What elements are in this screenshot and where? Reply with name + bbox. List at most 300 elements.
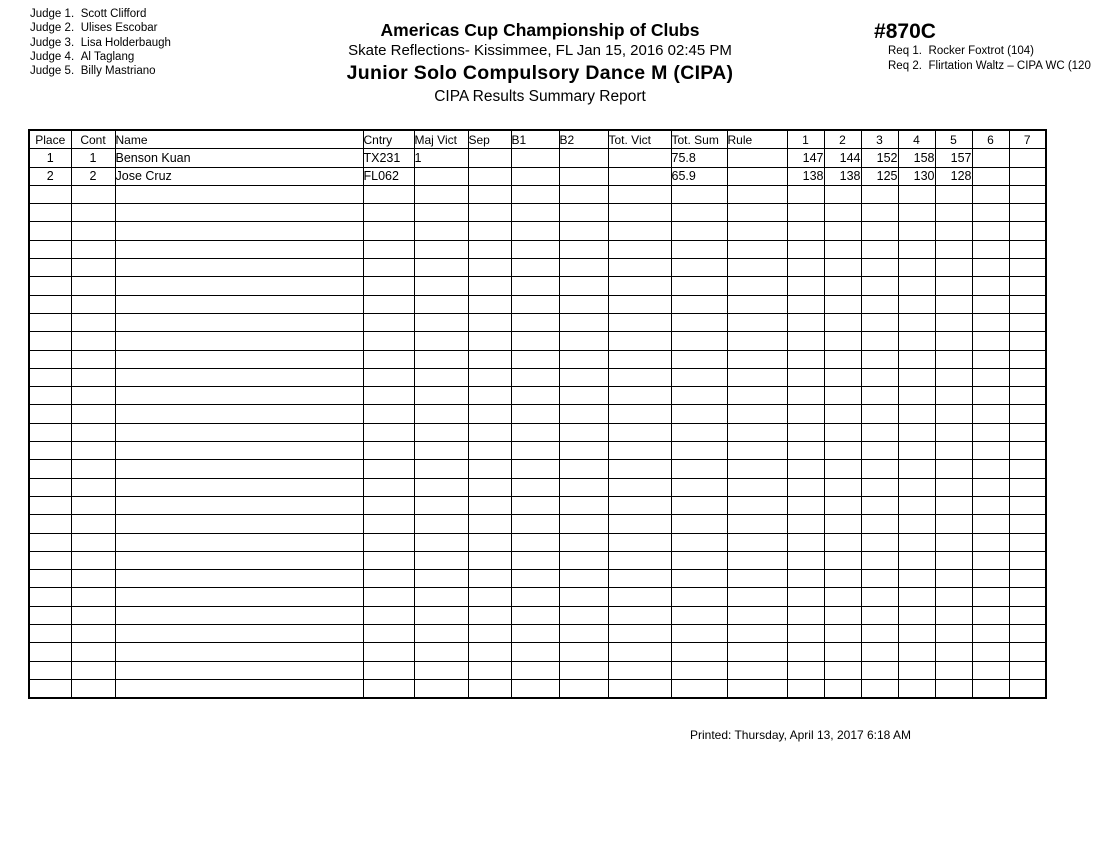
cell-name — [115, 259, 363, 277]
cell-j6 — [972, 588, 1009, 606]
cell-j1 — [787, 222, 824, 240]
cell-cont — [71, 588, 115, 606]
table-row-empty[interactable] — [29, 368, 1046, 386]
cell-j3 — [861, 588, 898, 606]
table-row-empty[interactable] — [29, 350, 1046, 368]
cell-cntry — [363, 442, 414, 460]
cell-rule — [727, 277, 787, 295]
cell-j4 — [898, 277, 935, 295]
cell-cntry — [363, 570, 414, 588]
cell-place — [29, 533, 71, 551]
cell-j7 — [1009, 222, 1046, 240]
cell-tot_vict — [608, 149, 671, 167]
table-row-empty[interactable] — [29, 533, 1046, 551]
cell-j6 — [972, 643, 1009, 661]
table-row-empty[interactable] — [29, 332, 1046, 350]
cell-j7 — [1009, 588, 1046, 606]
cell-tot_vict — [608, 533, 671, 551]
cell-j6 — [972, 478, 1009, 496]
table-row-empty[interactable] — [29, 313, 1046, 331]
cell-sep — [468, 368, 511, 386]
cell-j5 — [935, 313, 972, 331]
cell-cont — [71, 332, 115, 350]
cell-cntry — [363, 515, 414, 533]
cell-j5: 157 — [935, 149, 972, 167]
cell-j2 — [824, 222, 861, 240]
cell-tot_sum: 65.9 — [671, 167, 727, 185]
cell-name — [115, 204, 363, 222]
table-row-empty[interactable] — [29, 551, 1046, 569]
cell-cont — [71, 204, 115, 222]
table-row-empty[interactable] — [29, 277, 1046, 295]
cell-j6 — [972, 259, 1009, 277]
cell-j4 — [898, 643, 935, 661]
table-row-empty[interactable] — [29, 185, 1046, 203]
cell-name — [115, 679, 363, 698]
table-row-empty[interactable] — [29, 606, 1046, 624]
cell-tot_vict — [608, 277, 671, 295]
cell-place — [29, 332, 71, 350]
column-header-tot_vict[interactable]: Tot. Vict — [608, 130, 671, 149]
cell-sep — [468, 533, 511, 551]
cell-b1 — [511, 240, 559, 258]
table-row-empty[interactable] — [29, 588, 1046, 606]
table-row-empty[interactable] — [29, 442, 1046, 460]
cell-j6 — [972, 533, 1009, 551]
column-header-j1[interactable]: 1 — [787, 130, 824, 149]
cell-j6 — [972, 185, 1009, 203]
cell-b1 — [511, 551, 559, 569]
cell-rule — [727, 204, 787, 222]
cell-j3 — [861, 222, 898, 240]
cell-rule — [727, 332, 787, 350]
cell-j2 — [824, 350, 861, 368]
judge-label: Judge — [30, 36, 62, 49]
cell-b2 — [559, 533, 608, 551]
table-row-empty[interactable] — [29, 496, 1046, 514]
cell-j7 — [1009, 277, 1046, 295]
requirement-row — [888, 59, 1091, 74]
cell-name — [115, 460, 363, 478]
cell-j4 — [898, 185, 935, 203]
cell-j3 — [861, 533, 898, 551]
cell-maj_vict — [414, 277, 468, 295]
cell-j3 — [861, 496, 898, 514]
cell-j1 — [787, 679, 824, 698]
cell-cont: 1 — [71, 149, 115, 167]
column-header-j7[interactable]: 7 — [1009, 130, 1046, 149]
cell-sep — [468, 442, 511, 460]
cell-rule — [727, 423, 787, 441]
cell-b2 — [559, 149, 608, 167]
cell-maj_vict — [414, 259, 468, 277]
cell-rule — [727, 460, 787, 478]
table-row-empty[interactable] — [29, 679, 1046, 698]
cell-j6 — [972, 313, 1009, 331]
cell-place — [29, 185, 71, 203]
cell-j1 — [787, 277, 824, 295]
cell-maj_vict — [414, 533, 468, 551]
cell-name — [115, 277, 363, 295]
cell-maj_vict — [414, 332, 468, 350]
cell-j1 — [787, 387, 824, 405]
cell-tot_sum — [671, 570, 727, 588]
cell-rule — [727, 185, 787, 203]
cell-b1 — [511, 387, 559, 405]
cell-tot_vict — [608, 222, 671, 240]
cell-j7 — [1009, 185, 1046, 203]
cell-tot_vict — [608, 551, 671, 569]
cell-rule — [727, 643, 787, 661]
report-title: CIPA Results Summary Report — [434, 88, 646, 105]
cell-rule — [727, 533, 787, 551]
cell-j1 — [787, 259, 824, 277]
cell-cont — [71, 515, 115, 533]
cell-cntry — [363, 460, 414, 478]
cell-j4 — [898, 259, 935, 277]
cell-j6 — [972, 405, 1009, 423]
column-header-j4[interactable]: 4 — [898, 130, 935, 149]
cell-cont — [71, 606, 115, 624]
table-row-empty[interactable] — [29, 204, 1046, 222]
cell-maj_vict — [414, 496, 468, 514]
cell-rule — [727, 222, 787, 240]
cell-j2 — [824, 515, 861, 533]
cell-j2 — [824, 679, 861, 698]
cell-rule — [727, 551, 787, 569]
column-header-j2[interactable]: 2 — [824, 130, 861, 149]
column-header-b1[interactable]: B1 — [511, 130, 559, 149]
column-header-j3[interactable]: 3 — [861, 130, 898, 149]
cell-j5 — [935, 295, 972, 313]
cell-j5 — [935, 551, 972, 569]
cell-name: Benson Kuan — [115, 149, 363, 167]
cell-sep — [468, 405, 511, 423]
cell-b2 — [559, 423, 608, 441]
cell-cont — [71, 313, 115, 331]
cell-j6 — [972, 515, 1009, 533]
cell-j6 — [972, 167, 1009, 185]
cell-b1 — [511, 350, 559, 368]
judge-name: Al Taglang — [80, 50, 135, 63]
cell-cont — [71, 496, 115, 514]
cell-j4: 130 — [898, 167, 935, 185]
cell-j1 — [787, 496, 824, 514]
cell-j5 — [935, 222, 972, 240]
cell-b2 — [559, 551, 608, 569]
cell-sep — [468, 551, 511, 569]
cell-rule — [727, 496, 787, 514]
cell-name — [115, 661, 363, 679]
judge-label: Judge — [30, 22, 62, 35]
cell-place — [29, 478, 71, 496]
cell-sep — [468, 185, 511, 203]
cell-b1 — [511, 332, 559, 350]
cell-sep — [468, 149, 511, 167]
cell-maj_vict — [414, 515, 468, 533]
cell-b1 — [511, 442, 559, 460]
cell-b1 — [511, 625, 559, 643]
judge-row — [30, 50, 171, 64]
cell-cntry — [363, 606, 414, 624]
cell-j2 — [824, 405, 861, 423]
judges-list — [30, 7, 171, 78]
cell-j3 — [861, 387, 898, 405]
cell-name — [115, 533, 363, 551]
cell-b1 — [511, 533, 559, 551]
cell-j6 — [972, 625, 1009, 643]
table-row[interactable] — [29, 167, 1046, 185]
cell-j7 — [1009, 460, 1046, 478]
cell-j6 — [972, 423, 1009, 441]
cell-j1 — [787, 442, 824, 460]
cell-rule — [727, 606, 787, 624]
cell-j7 — [1009, 625, 1046, 643]
column-header-b2[interactable]: B2 — [559, 130, 608, 149]
table-row-empty[interactable] — [29, 570, 1046, 588]
column-header-name[interactable]: Name — [115, 130, 363, 149]
table-row-empty[interactable] — [29, 661, 1046, 679]
cell-j1 — [787, 588, 824, 606]
cell-j2 — [824, 588, 861, 606]
judge-name: Billy Mastriano — [80, 65, 156, 78]
cell-j2 — [824, 606, 861, 624]
cell-j4 — [898, 606, 935, 624]
cell-name — [115, 387, 363, 405]
requirements-list — [888, 44, 1091, 73]
printed-timestamp: Printed: Thursday, April 13, 2017 6:18 AM — [690, 728, 912, 742]
cell-maj_vict — [414, 350, 468, 368]
cell-cntry — [363, 551, 414, 569]
cell-j2 — [824, 661, 861, 679]
cell-place — [29, 313, 71, 331]
cell-b1 — [511, 185, 559, 203]
cell-sep — [468, 259, 511, 277]
cell-j5 — [935, 423, 972, 441]
cell-cont — [71, 277, 115, 295]
cell-name: Jose Cruz — [115, 167, 363, 185]
cell-j4 — [898, 533, 935, 551]
cell-name — [115, 551, 363, 569]
table-row-empty[interactable] — [29, 387, 1046, 405]
cell-name — [115, 570, 363, 588]
cell-cntry — [363, 222, 414, 240]
cell-j4 — [898, 222, 935, 240]
cell-j6 — [972, 222, 1009, 240]
cell-j7 — [1009, 442, 1046, 460]
cell-sep — [468, 478, 511, 496]
cell-tot_sum — [671, 240, 727, 258]
cell-tot_sum — [671, 496, 727, 514]
cell-j5 — [935, 588, 972, 606]
cell-b1 — [511, 588, 559, 606]
table-row-empty[interactable] — [29, 405, 1046, 423]
cell-j3 — [861, 405, 898, 423]
cell-tot_sum — [671, 368, 727, 386]
cell-cntry — [363, 423, 414, 441]
cell-b2 — [559, 204, 608, 222]
cell-j6 — [972, 295, 1009, 313]
column-header-place[interactable]: Place — [29, 130, 71, 149]
cell-j2 — [824, 295, 861, 313]
cell-place — [29, 387, 71, 405]
cell-tot_vict — [608, 387, 671, 405]
cell-j3 — [861, 368, 898, 386]
cell-b2 — [559, 661, 608, 679]
cell-b1 — [511, 149, 559, 167]
cell-b2 — [559, 570, 608, 588]
cell-rule — [727, 679, 787, 698]
cell-j3: 125 — [861, 167, 898, 185]
table-row-empty[interactable] — [29, 295, 1046, 313]
cell-sep — [468, 387, 511, 405]
cell-tot_vict — [608, 185, 671, 203]
cell-j7 — [1009, 204, 1046, 222]
cell-j5 — [935, 387, 972, 405]
cell-tot_vict — [608, 625, 671, 643]
cell-cont — [71, 570, 115, 588]
cell-sep — [468, 332, 511, 350]
cell-rule — [727, 149, 787, 167]
cell-b1 — [511, 496, 559, 514]
cell-name — [115, 588, 363, 606]
cell-j5 — [935, 460, 972, 478]
table-row-empty[interactable] — [29, 625, 1046, 643]
table-row[interactable] — [29, 149, 1046, 167]
cell-tot_sum — [671, 405, 727, 423]
cell-cntry — [363, 679, 414, 698]
cell-tot_vict — [608, 570, 671, 588]
cell-maj_vict — [414, 478, 468, 496]
cell-b1 — [511, 661, 559, 679]
cell-cntry — [363, 350, 414, 368]
column-header-j6[interactable]: 6 — [972, 130, 1009, 149]
cell-tot_vict — [608, 259, 671, 277]
cell-b2 — [559, 625, 608, 643]
cell-tot_sum — [671, 643, 727, 661]
cell-cntry — [363, 661, 414, 679]
cell-j2: 138 — [824, 167, 861, 185]
cell-j5 — [935, 185, 972, 203]
cell-maj_vict — [414, 460, 468, 478]
column-header-cntry[interactable]: Cntry — [363, 130, 414, 149]
cell-j6 — [972, 570, 1009, 588]
cell-rule — [727, 313, 787, 331]
cell-cntry — [363, 588, 414, 606]
cell-place — [29, 551, 71, 569]
cell-name — [115, 643, 363, 661]
column-header-rule[interactable]: Rule — [727, 130, 787, 149]
column-header-cont[interactable]: Cont — [71, 130, 115, 149]
cell-j3 — [861, 625, 898, 643]
cell-cont — [71, 387, 115, 405]
cell-tot_sum — [671, 460, 727, 478]
cell-j5 — [935, 679, 972, 698]
requirement-label: Req — [888, 59, 910, 72]
event-title: Americas Cup Championship of Clubs — [380, 20, 700, 40]
cell-b2 — [559, 313, 608, 331]
requirement-number: 1. — [912, 45, 922, 57]
column-header-j5[interactable]: 5 — [935, 130, 972, 149]
column-header-sep[interactable]: Sep — [468, 130, 511, 149]
table-row-empty[interactable] — [29, 643, 1046, 661]
table-row-empty[interactable] — [29, 259, 1046, 277]
cell-cont — [71, 222, 115, 240]
cell-cont — [71, 661, 115, 679]
cell-rule — [727, 295, 787, 313]
cell-name — [115, 625, 363, 643]
table-body — [29, 149, 1046, 698]
cell-sep — [468, 661, 511, 679]
cell-place — [29, 643, 71, 661]
cell-rule — [727, 515, 787, 533]
table-row-empty[interactable] — [29, 515, 1046, 533]
cell-j7 — [1009, 313, 1046, 331]
table-row-empty[interactable] — [29, 478, 1046, 496]
cell-name — [115, 313, 363, 331]
cell-rule — [727, 442, 787, 460]
cell-tot_vict — [608, 478, 671, 496]
cell-rule — [727, 478, 787, 496]
column-header-tot_sum[interactable]: Tot. Sum — [671, 130, 727, 149]
cell-place — [29, 625, 71, 643]
cell-j2 — [824, 643, 861, 661]
cell-maj_vict — [414, 368, 468, 386]
cell-cntry — [363, 240, 414, 258]
cell-name — [115, 606, 363, 624]
cell-cont — [71, 442, 115, 460]
cell-j4 — [898, 496, 935, 514]
cell-cntry — [363, 204, 414, 222]
table-row-empty[interactable] — [29, 222, 1046, 240]
cell-maj_vict — [414, 606, 468, 624]
cell-cont — [71, 625, 115, 643]
cell-j1 — [787, 478, 824, 496]
cell-j1 — [787, 405, 824, 423]
cell-cntry — [363, 259, 414, 277]
judge-number: 5. — [64, 65, 75, 78]
cell-place: 2 — [29, 167, 71, 185]
cell-j3 — [861, 551, 898, 569]
cell-sep — [468, 570, 511, 588]
cell-j1 — [787, 368, 824, 386]
requirement-number: 2. — [912, 59, 922, 72]
cell-tot_sum — [671, 259, 727, 277]
cell-j5 — [935, 570, 972, 588]
cell-j7 — [1009, 478, 1046, 496]
table-row-empty[interactable] — [29, 423, 1046, 441]
cell-rule — [727, 368, 787, 386]
cell-maj_vict — [414, 240, 468, 258]
column-header-maj_vict[interactable]: Maj Vict — [414, 130, 468, 149]
cell-j5 — [935, 606, 972, 624]
cell-j2 — [824, 533, 861, 551]
judge-row — [30, 64, 171, 78]
cell-b2 — [559, 460, 608, 478]
cell-cntry — [363, 313, 414, 331]
judge-row — [30, 21, 171, 35]
cell-j6 — [972, 204, 1009, 222]
table-row-empty[interactable] — [29, 460, 1046, 478]
cell-b1 — [511, 405, 559, 423]
cell-maj_vict — [414, 222, 468, 240]
cell-place — [29, 515, 71, 533]
table-row-empty[interactable] — [29, 240, 1046, 258]
cell-tot_sum — [671, 295, 727, 313]
cell-j5 — [935, 332, 972, 350]
cell-cntry — [363, 478, 414, 496]
cell-tot_sum — [671, 588, 727, 606]
